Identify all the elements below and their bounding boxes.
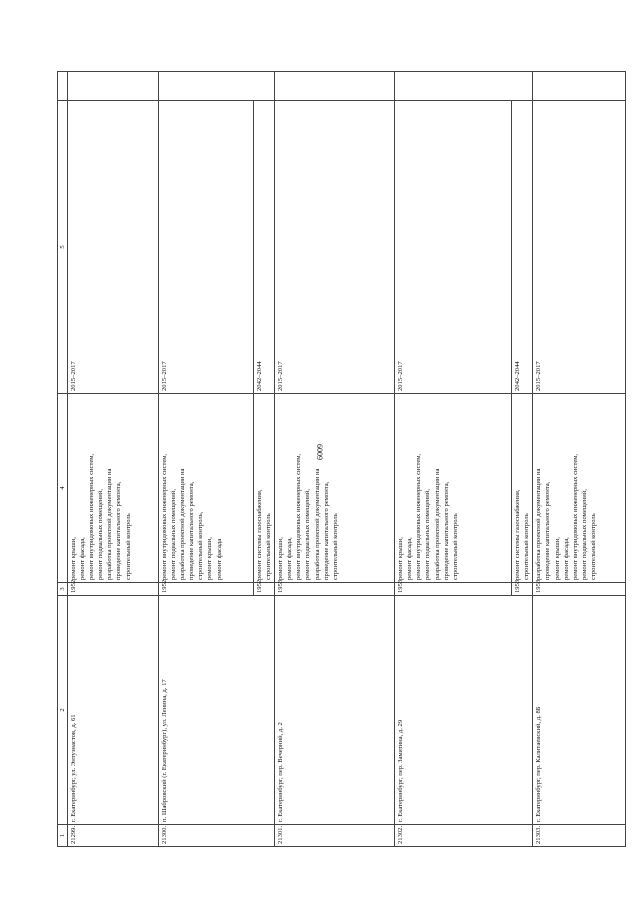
works-line: проведение капитального ремонта, <box>322 481 330 580</box>
row-works <box>533 394 626 583</box>
works-line: разработка проектной документации на <box>106 468 114 580</box>
works-line: ремонт внутридомовых инженерных систем, <box>415 453 423 580</box>
works-line: ремонт фасада <box>215 538 223 580</box>
row-works <box>68 394 159 583</box>
row-year: 1953 <box>275 583 395 596</box>
column-header: 1 <box>58 825 68 847</box>
row-address: г. Екатеринбург, пер. Калитаевский, д. 8Б <box>533 596 626 825</box>
works-line: ремонт фасада, <box>79 537 87 580</box>
row-year: 1952 <box>159 583 254 596</box>
column-header: 4 <box>58 394 68 583</box>
works-line: проведение капитального ремонта, <box>115 481 123 580</box>
column-header: 3 <box>58 583 68 596</box>
works-line: ремонт фасада, <box>406 537 414 580</box>
row-year: 1953 <box>533 583 626 596</box>
works-line: ремонт крыши, <box>277 537 285 580</box>
row-period: 2015–2017 <box>395 101 512 394</box>
row-period: 2015–2017 <box>275 101 395 394</box>
row-empty-cell <box>68 72 159 101</box>
works-line: ремонт системы газоснабжения, <box>514 489 522 580</box>
column-header-empty <box>58 72 68 101</box>
row-period: 2015–2017 <box>68 101 159 394</box>
works-line: ремонт крыши, <box>206 537 214 580</box>
row-works <box>159 394 254 583</box>
works-line: ремонт фасада, <box>562 537 570 580</box>
row-works <box>275 394 395 583</box>
works-line: строительный контроль <box>331 513 339 580</box>
row-empty-cell <box>275 72 395 101</box>
row-empty-cell <box>395 72 533 101</box>
row-year: 1952 <box>68 583 159 596</box>
subrow-works <box>254 394 275 583</box>
row-number: 21302. <box>395 825 533 847</box>
page-number: 6009 <box>315 444 325 460</box>
works-line: строительный контроль <box>523 513 531 580</box>
works-line: ремонт подвальных помещений, <box>170 489 178 580</box>
table-header-row <box>58 72 68 847</box>
works-line: ремонт фасада, <box>286 537 294 580</box>
works-line: ремонт крыши, <box>70 537 77 580</box>
subrow-year: 1953 <box>512 583 533 596</box>
works-line: ремонт внутридомовых инженерных систем, <box>161 453 168 580</box>
table-row <box>159 72 254 847</box>
table-row <box>395 72 512 847</box>
works-line: ремонт крыши, <box>553 537 561 580</box>
table-row <box>533 72 626 847</box>
works-line: ремонт подвальных помещений, <box>97 489 105 580</box>
row-period: 2015–2017 <box>533 101 626 394</box>
row-address: г. Екатеринбург, пер. Вечерний, д. 2 <box>275 596 395 825</box>
row-empty-cell <box>533 72 626 101</box>
column-header: 2 <box>58 596 68 825</box>
row-address: г. Екатеринбург, ул. Энтузиастов, д. 61 <box>68 596 159 825</box>
table-row <box>275 72 395 847</box>
row-year: 1953 <box>395 583 512 596</box>
works-line: разработка проектной документации на <box>179 468 187 580</box>
row-number: 21303. <box>533 825 626 847</box>
works-line: ремонт внутридомовых инженерных систем, <box>88 453 96 580</box>
works-line: ремонт подвальных помещений, <box>580 489 588 580</box>
row-address: п. Шабровский (г. Екатеринбург), ул. Ленина, д. 17 <box>159 596 275 825</box>
subrow-works <box>512 394 533 583</box>
rotated-table-wrapper <box>57 72 597 847</box>
table-row <box>68 72 159 847</box>
row-number: 21301. <box>275 825 395 847</box>
subrow-period: 2042–2044 <box>512 101 533 394</box>
works-line: ремонт подвальных помещений, <box>304 489 312 580</box>
works-line: ремонт системы газоснабжения, <box>256 489 263 580</box>
row-number: 21300. <box>159 825 275 847</box>
row-works <box>395 394 512 583</box>
registry-table <box>57 71 626 847</box>
works-line: строительный контроль <box>589 513 597 580</box>
works-line: проведение капитального ремонта, <box>188 481 196 580</box>
works-line: строительный контроль <box>451 513 459 580</box>
works-line: ремонт внутридомовых инженерных систем, <box>295 453 303 580</box>
works-line: строительный контроль <box>265 513 273 580</box>
works-line: строительный контроль, <box>197 511 205 580</box>
column-header: 5 <box>58 101 68 394</box>
works-line: разработка проектной документации на <box>313 468 321 580</box>
works-line: ремонт крыши, <box>397 537 405 580</box>
row-address: г. Екатеринбург, пер. Замятина, д. 29 <box>395 596 533 825</box>
row-period: 2015–2017 <box>159 101 254 394</box>
subrow-period: 2042–2044 <box>254 101 275 394</box>
row-number: 21299. <box>68 825 159 847</box>
row-empty-cell <box>159 72 275 101</box>
works-line: ремонт подвальных помещений, <box>424 489 432 580</box>
subrow-year: 1952 <box>254 583 275 596</box>
works-line: проведение капитального ремонта, <box>544 481 552 580</box>
works-line: разработка проектной документации на <box>433 468 441 580</box>
works-line: ремонт внутридомовых инженерных систем, <box>571 453 579 580</box>
works-line: строительный контроль <box>124 513 132 580</box>
works-line: проведение капитального ремонта, <box>442 481 450 580</box>
works-line: разработка проектной документации на <box>535 468 543 580</box>
